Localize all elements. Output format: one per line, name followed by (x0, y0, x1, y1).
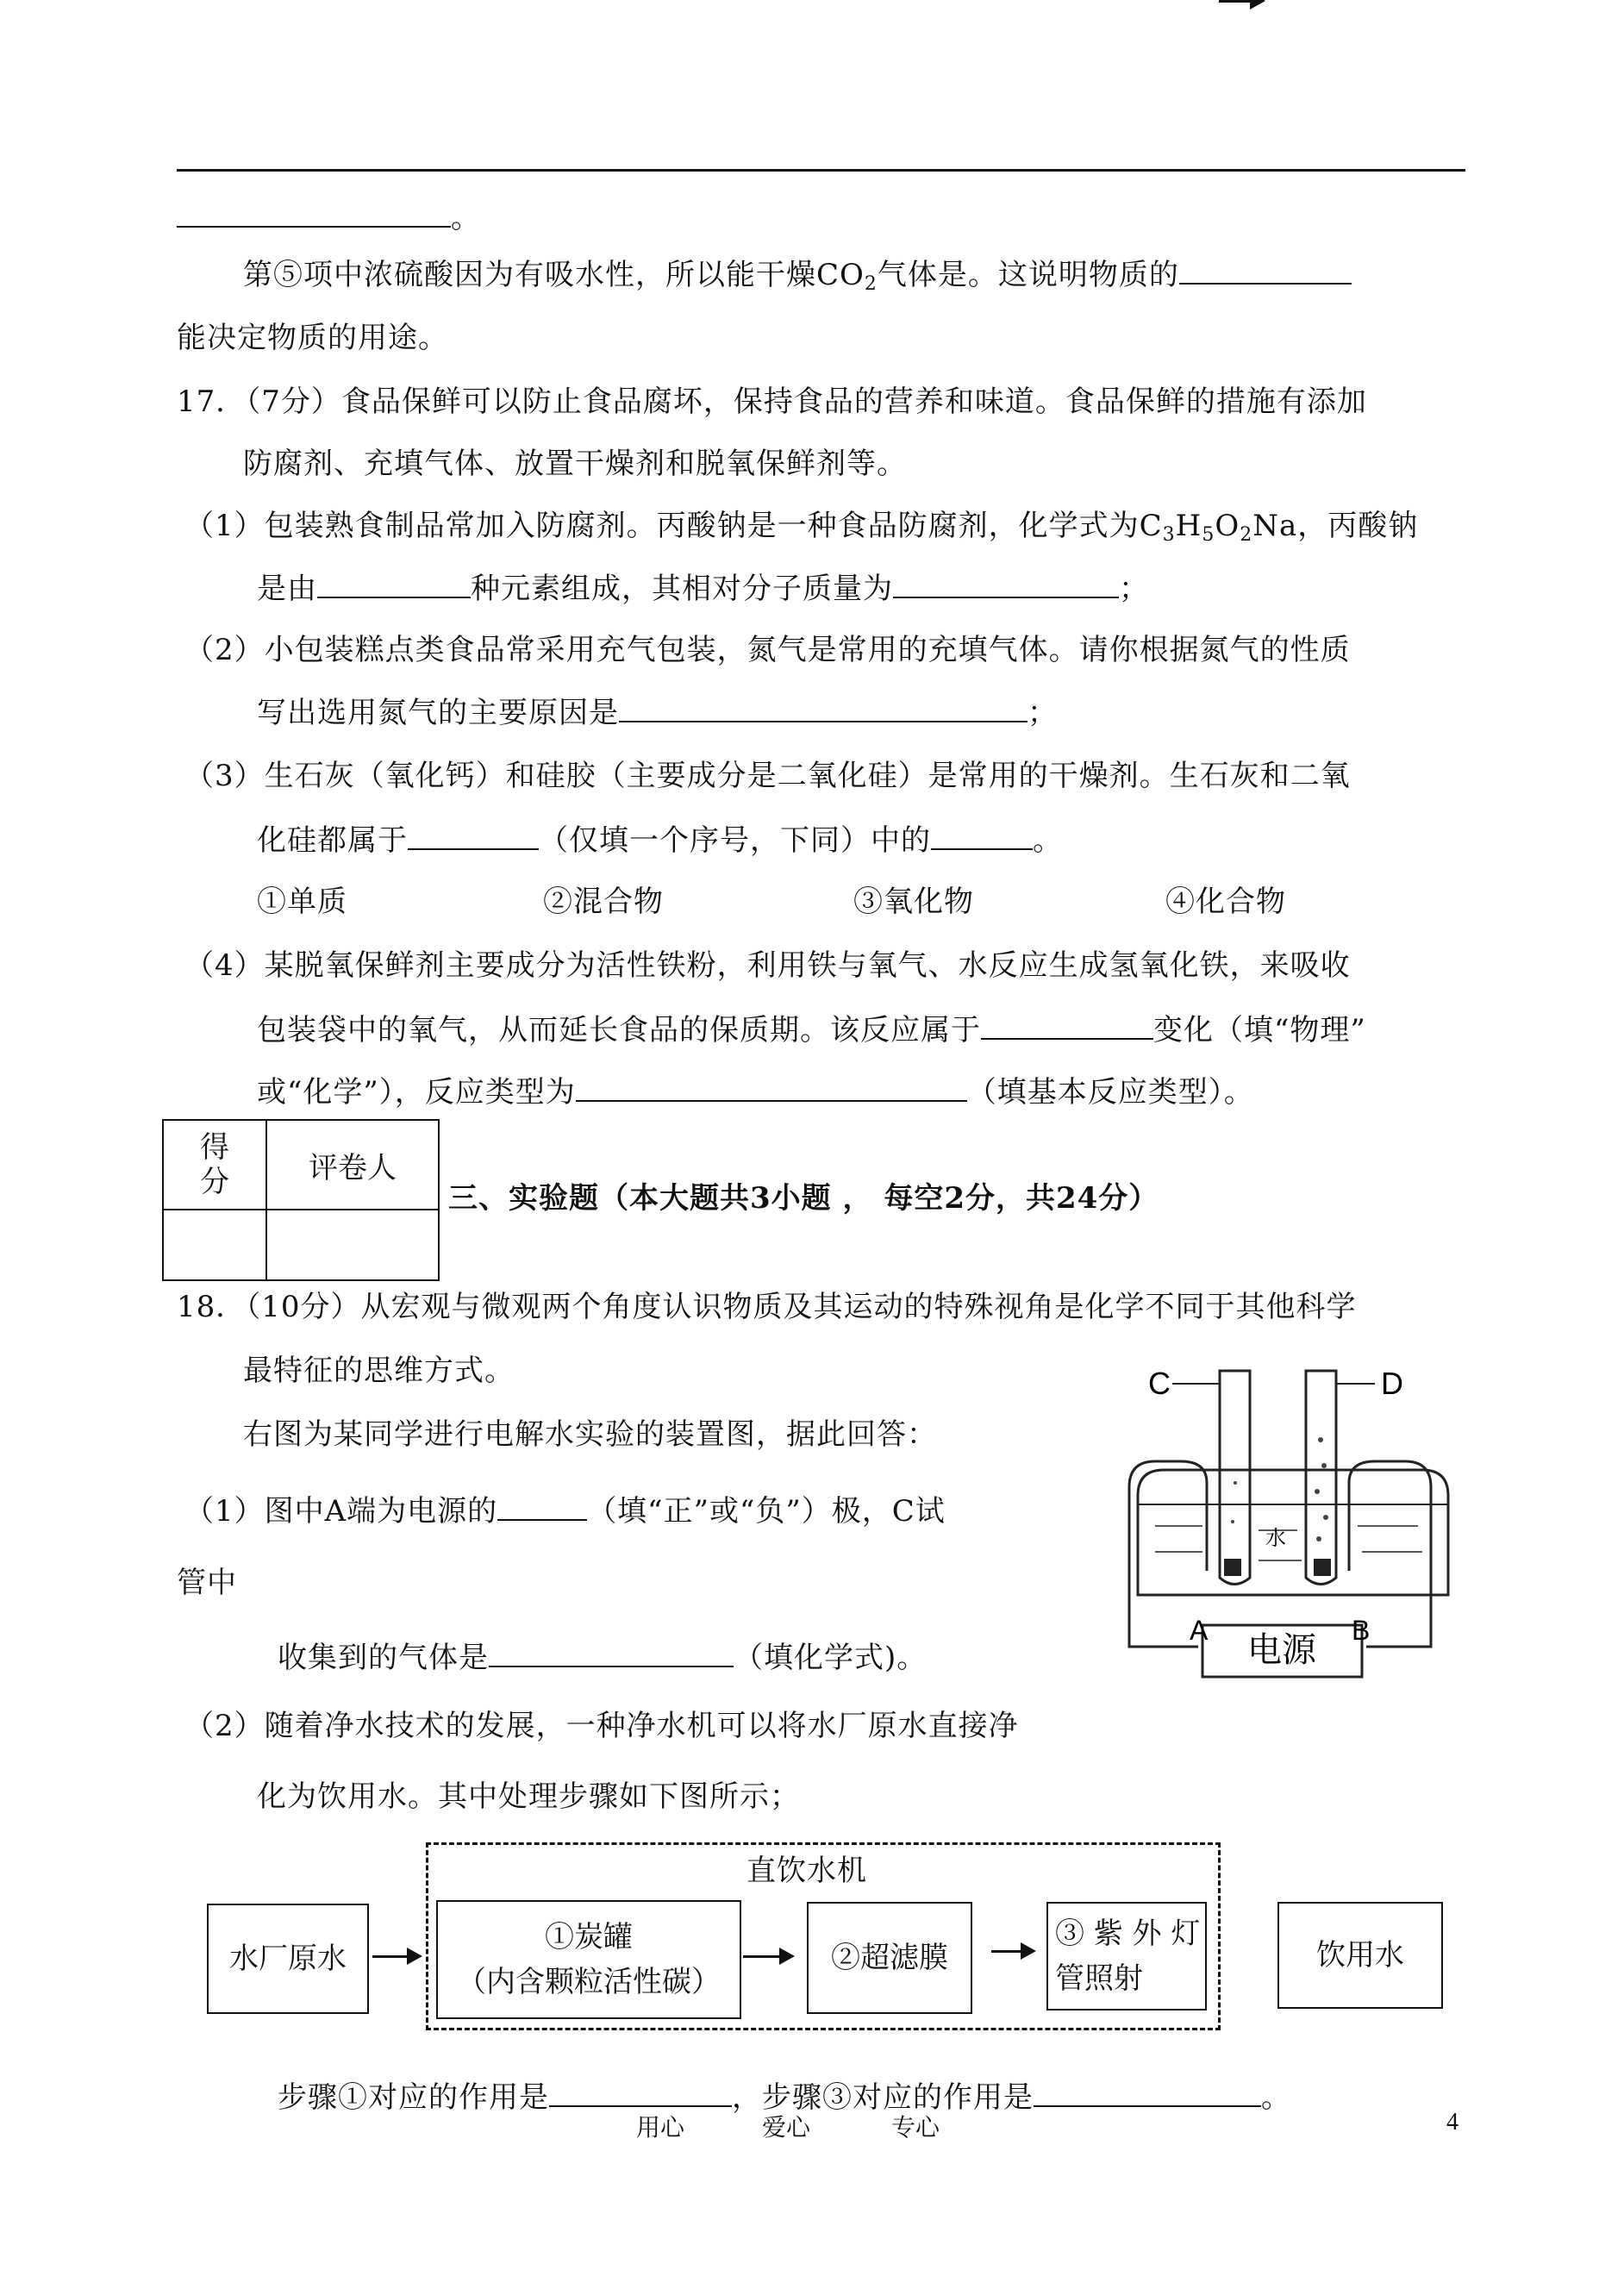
answer-blank[interactable] (1034, 2079, 1261, 2107)
q17-stem-1: 17．（7分）食品保鲜可以防止食品腐坏，保持食品的营养和味道。食品保鲜的措施有添加 (177, 385, 1367, 419)
q17-1-line-2: 是由 种元素组成，其相对分子质量为 ； (257, 572, 1149, 606)
answer-blank[interactable] (177, 200, 451, 228)
water-machine-label: 直饮水机 (746, 1854, 867, 1888)
arrow-3 (991, 1950, 1033, 1953)
step1-box (436, 1900, 741, 2019)
q17-2-line-1: （2）小包装糕点类食品常采用充气包装，氮气是常用的充填气体。请你根据氮气的性质 (184, 633, 1351, 667)
raw-water-box: 水厂原水 (207, 1904, 369, 2014)
q18-1-line-2: 管中 (177, 1566, 237, 1600)
q18-2-line-2: 化为饮用水。其中处理步骤如下图所示； (257, 1779, 800, 1814)
label-b: B (1352, 1615, 1371, 1646)
page-number: 4 (1446, 2109, 1458, 2136)
option-2: ②混合物 (543, 885, 664, 919)
section-title: 三、实验题（本大题共3小题 ， 每空2分，共24分） (448, 1181, 1159, 1216)
q17-1-line-1: （1）包装熟食制品常加入防腐剂。丙酸钠是一种食品防腐剂，化学式为$C_3H_5O_2Na$，丙酸钠 (184, 509, 1419, 546)
score-table (162, 1119, 440, 1281)
answer-blank[interactable] (497, 1493, 587, 1521)
answer-blank[interactable] (893, 571, 1119, 598)
water-label: 水 (1265, 1526, 1286, 1550)
q17-3-line-2: 化硅都属于 （仅填一个序号，下同）中的 。 (257, 823, 1063, 858)
step3-line-1: ③ 紫 外 灯 (1055, 1917, 1201, 1951)
q17-stem-2: 防腐剂、充填气体、放置干燥剂和脱氧保鲜剂等。 (243, 447, 907, 481)
line-1: 第⑤项中浓硫酸因为有吸水性，所以能干燥$CO_2$气体是。这说明物质的 (243, 257, 1352, 302)
arrow-2 (743, 1955, 791, 1958)
q17-4-line-3: 或“化学”），反应类型为 （填基本反应类型）。 (257, 1075, 1254, 1110)
option-4: ④化合物 (1165, 885, 1286, 919)
answer-blank[interactable] (1179, 257, 1352, 285)
label-c: C (1148, 1366, 1171, 1401)
q18-2-line-3: 步骤①对应的作用是 ，步骤③对应的作用是 。 (278, 2080, 1291, 2115)
score-label: 得分 (163, 1120, 266, 1210)
step1-line-2: （内含颗粒活性碳） (457, 1965, 721, 1999)
output-box: 饮用水 (1277, 1902, 1443, 2009)
label-a: A (1190, 1615, 1209, 1646)
step1-line-1: ①炭罐 (545, 1920, 633, 1954)
q18-1-line-3: 收集到的气体是 （填化学式)。 (278, 1641, 928, 1675)
answer-blank[interactable] (619, 695, 1027, 722)
q18-1-line-1: （1）图中A端为电源的 （填“正”或“负”）极，C试 (184, 1494, 946, 1529)
answer-blank[interactable] (317, 571, 471, 598)
arrow-1 (372, 1955, 419, 1958)
label-d: D (1381, 1366, 1403, 1401)
answer-blank[interactable] (981, 1012, 1153, 1040)
step2-box: ②超滤膜 (807, 1902, 972, 2014)
line-0: 。 (177, 200, 481, 235)
electrolysis-diagram (1121, 1345, 1483, 1707)
footer-2: 爱心 (762, 2113, 811, 2142)
step3-box (1046, 1902, 1207, 2010)
q17-3-line-1: （3）生石灰（氧化钙）和硅胶（主要成分是二氧化硅）是常用的干燥剂。生石灰和二氧 (184, 759, 1351, 793)
power-label: 电源 (1247, 1630, 1316, 1670)
answer-blank[interactable] (408, 822, 539, 850)
q17-4-line-2: 包装袋中的氧气，从而延长食品的保质期。该反应属于 变化（填“物理” (257, 1013, 1366, 1047)
answer-blank[interactable] (489, 1640, 734, 1667)
q18-2-line-1: （2）随着净水技术的发展，一种净水机可以将水厂原水直接净 (184, 1709, 1019, 1743)
line-2: 能决定物质的用途。 (177, 321, 448, 355)
q18-stem-2: 最特征的思维方式。 (243, 1354, 515, 1388)
q17-2-line-2: 写出选用氮气的主要原因是 ； (257, 696, 1058, 730)
step3-line-2: 管照射 (1055, 1961, 1143, 1996)
grader-cell[interactable] (266, 1210, 439, 1280)
header-rule (177, 169, 1465, 172)
grader-label: 评卷人 (266, 1120, 439, 1210)
answer-blank[interactable] (549, 2079, 732, 2107)
answer-blank[interactable] (576, 1074, 967, 1102)
score-cell[interactable] (163, 1210, 266, 1280)
footer-1: 用心 (636, 2113, 685, 2142)
option-1: ①单质 (257, 885, 347, 919)
q18-stem-1: 18．（10分）从宏观与微观两个角度认识物质及其运动的特殊视角是化学不同于其他科学 (177, 1290, 1357, 1324)
q18-stem-3: 右图为某同学进行电解水实验的装置图，据此回答： (243, 1417, 937, 1452)
footer-3: 专心 (891, 2113, 940, 2142)
arrow-4 (1219, 0, 1262, 3)
answer-blank[interactable] (931, 822, 1033, 850)
option-3: ③氧化物 (853, 885, 974, 919)
q17-4-line-1: （4）某脱氧保鲜剂主要成分为活性铁粉，利用铁与氧气、水反应生成氢氧化铁，来吸收 (184, 948, 1351, 983)
